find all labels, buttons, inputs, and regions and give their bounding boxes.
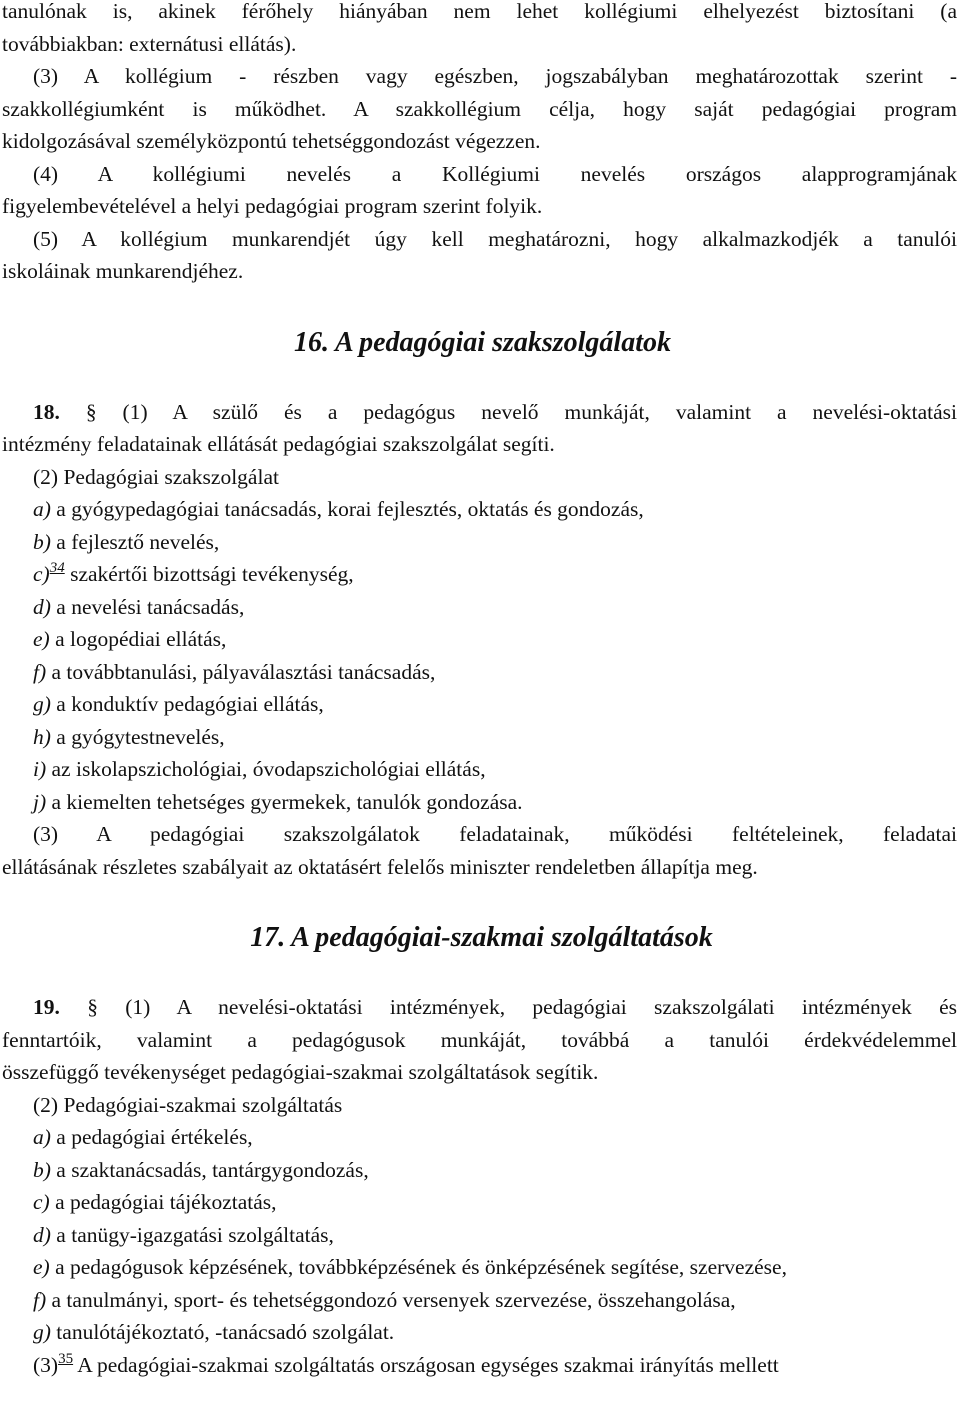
section-paragraph-line [2, 991, 957, 1024]
paragraph-line: (3) A kollégium - részben vagy egészben, jogszabályban meghatározottak szerint - [33, 64, 957, 88]
list-item-label: c) [33, 1190, 50, 1214]
footnote-link[interactable]: 35 [58, 1350, 74, 1367]
list-item-label: j) [33, 789, 47, 814]
footnote-link[interactable]: 34 [49, 560, 65, 576]
paragraph-text: (1) A szülő és a pedagógus nevelő munkáját, valamint a nevelési-oktatási [96, 399, 957, 424]
list-item-label: f) [33, 1287, 47, 1312]
section-heading: 17. A pedagógiai-szakmai szolgáltatások [250, 922, 713, 953]
paragraph-line: kidolgozásával személyközpontú tehetséggondozást végezzen. [2, 129, 541, 153]
list-item-label: e) [33, 627, 50, 651]
list-item-text: tanulótájékoztató, -tanácsadó szolgálat. [50, 1320, 395, 1344]
paragraph-line: intézmény feladatainak ellátását pedagógiai szakszolgálat segíti. [2, 432, 555, 456]
list-item-text: a kiemelten tehetséges gyermekek, tanulók gondozása. [46, 789, 523, 814]
list-item [2, 1121, 957, 1154]
paragraph-line [2, 1349, 957, 1382]
list-item [2, 1284, 957, 1317]
paragraph-line: ellátásának részletes szabályait az oktatásért felelős miniszter rendeletben állapítja meg. [2, 854, 758, 879]
list-item [2, 1316, 957, 1349]
paragraph-prefix: (3) [33, 1352, 59, 1377]
section-heading: 16. A pedagógiai szakszolgálatok [293, 326, 671, 358]
list-item-label: i) [33, 757, 47, 781]
list-item-text: a logopédiai ellátás, [49, 627, 227, 651]
list-item-text: a gyógypedagógiai tanácsadás, korai fejlesztés, oktatás és gondozás, [50, 497, 644, 521]
list-item-label: d) [33, 594, 51, 619]
list-item-text: az iskolapszichológiai, óvodapszichológiai ellátás, [46, 757, 486, 781]
section-number: 18. [33, 399, 60, 424]
list-item-text: a fejlesztő nevelés, [50, 529, 220, 554]
list-item-text: a tanulmányi, sport- és tehetséggondozó versenyek szervezése, összehangolása, [46, 1287, 736, 1312]
list-item-label: b) [33, 1157, 51, 1182]
paragraph-line: szakkollégiumként is működhet. A szakkollégium célja, hogy saját pedagógiai program [2, 96, 957, 121]
list-item-text: a nevelési tanácsadás, [50, 594, 245, 619]
section-sign: § [85, 399, 97, 424]
list-item-text: a gyógytestnevelés, [50, 724, 225, 749]
list-item [2, 623, 957, 656]
list-item [2, 493, 957, 526]
list-item-text: a szaktanácsadás, tantárgygondozás, [50, 1157, 369, 1182]
paragraph-line: tanulónak is, akinek férőhely hiányában nem lehet kollégiumi elhelyezést biztosítani (a [2, 0, 957, 23]
list-item [2, 1186, 957, 1219]
list-item-text: a továbbtanulási, pályaválasztási tanácsadás, [46, 659, 436, 684]
list-item-label: a) [33, 497, 51, 521]
list-item-text: a pedagógusok képzésének, továbbképzésének és önképzésének segítése, szervezése, [49, 1255, 787, 1279]
list-item [2, 753, 957, 786]
list-item-text: a konduktív pedagógiai ellátás, [50, 692, 324, 716]
paragraph-text: A pedagógiai-szakmai szolgáltatás országosan egységes szakmai irányítás mellett [73, 1352, 779, 1377]
list-item [2, 1154, 957, 1187]
list-item-text: a pedagógiai értékelés, [50, 1125, 253, 1149]
paragraph-line: továbbiakban: externátusi ellátás). [2, 31, 297, 56]
list-item-text: szakértői bizottsági tevékenység, [64, 562, 354, 586]
list-item-label: e) [33, 1255, 50, 1279]
list-item [2, 688, 957, 721]
section-sign: § [87, 995, 98, 1019]
section-paragraph-line [2, 396, 957, 429]
list-item-label: c) [33, 562, 50, 586]
paragraph-line: (4) A kollégiumi nevelés a Kollégiumi nevelés országos alapprogramjának [33, 161, 957, 186]
list-item-label: b) [33, 529, 51, 554]
list-item-label: g) [33, 692, 51, 716]
paragraph-line: figyelembevételével a helyi pedagógiai program szerint folyik. [2, 194, 543, 218]
list-item-text: a pedagógiai tájékoztatás, [49, 1190, 277, 1214]
list-item [2, 591, 957, 624]
list-item [2, 786, 957, 819]
list-item-text: a tanügy-igazgatási szolgáltatás, [50, 1222, 334, 1247]
document-page [2, 0, 957, 1381]
list-item [2, 1251, 957, 1284]
list-item-label: f) [33, 659, 47, 684]
paragraph-text: (1) A nevelési-oktatási intézmények, pedagógiai szakszolgálati intézmények és [97, 995, 957, 1019]
paragraph-line: összefüggő tevékenységet pedagógiai-szakmai szolgáltatások segítik. [2, 1060, 599, 1084]
list-item [2, 656, 957, 689]
paragraph-line: (2) Pedagógiai szakszolgálat [33, 464, 279, 489]
paragraph-line: (3) A pedagógiai szakszolgálatok feladatainak, működési feltételeinek, feladatai [33, 822, 957, 846]
list-item [2, 721, 957, 754]
list-item-label: h) [33, 724, 51, 749]
list-item-label: g) [33, 1320, 51, 1344]
list-item [2, 558, 957, 591]
paragraph-line: (5) A kollégium munkarendjét úgy kell meghatározni, hogy alkalmazkodjék a tanulói [33, 226, 957, 251]
paragraph-line: (2) Pedagógiai-szakmai szolgáltatás [33, 1092, 343, 1117]
list-item [2, 526, 957, 559]
paragraph-line: iskoláinak munkarendjéhez. [2, 259, 244, 283]
list-item [2, 1219, 957, 1252]
list-item-label: d) [33, 1222, 51, 1247]
section-number: 19. [33, 995, 60, 1019]
list-item-label: a) [33, 1125, 51, 1149]
paragraph-line: fenntartóik, valamint a pedagógusok munkáját, továbbá a tanulói érdekvédelemmel [2, 1027, 957, 1052]
